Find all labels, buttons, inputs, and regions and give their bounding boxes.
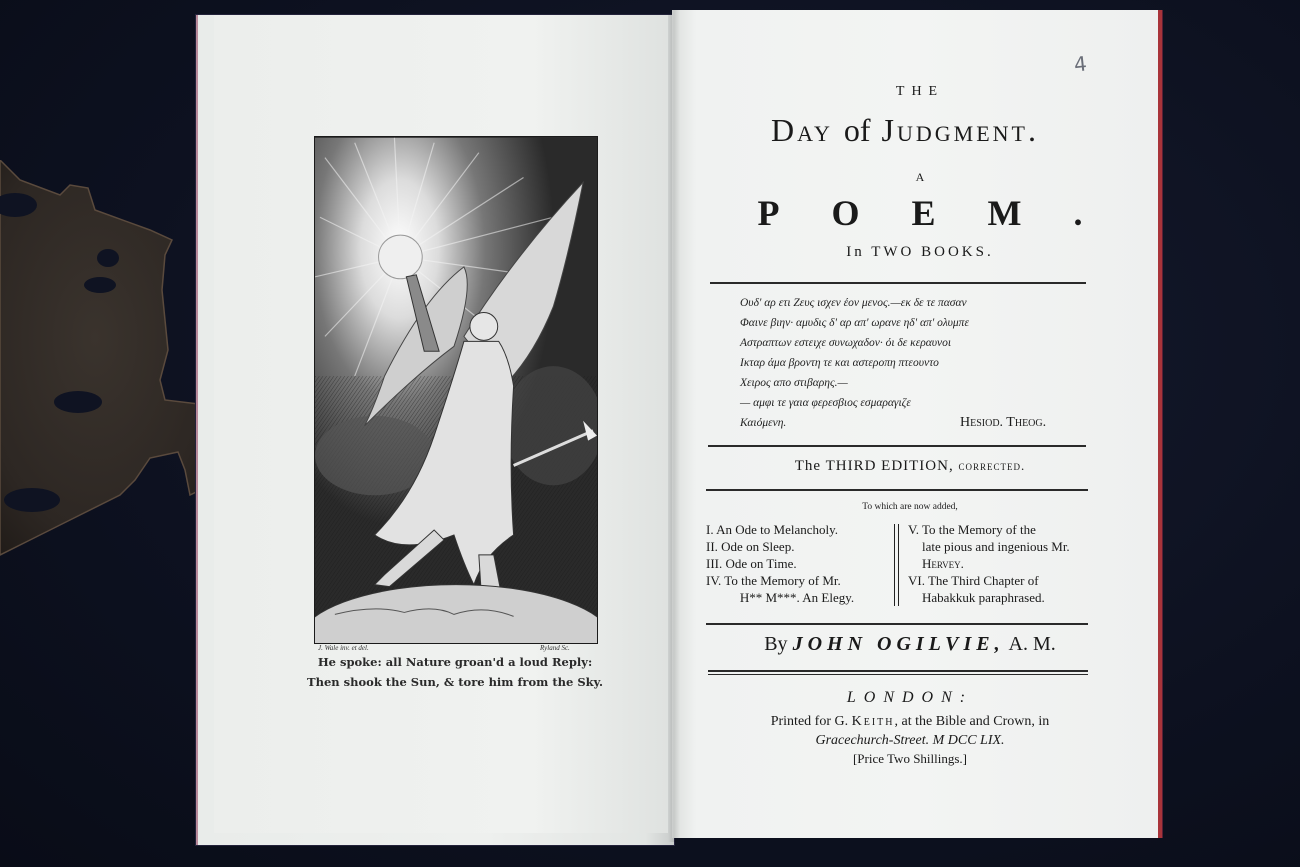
contents-item: III. Ode on Time. [706,556,797,571]
contents-right-column [908,521,1092,606]
rule-above-edition [708,445,1086,447]
epigraph-line-5: Χειρος απο στιβαρης.— [740,377,848,389]
rule-above-epigraph [710,282,1086,284]
book-gutter [668,10,680,842]
contents-item: II. Ode on Sleep. [706,539,795,554]
engraving-caption-line-1: He spoke: all Nature groan'd a loud Reply: [317,655,593,669]
imprint-post: , at the Bible and Crown, in [894,714,1050,729]
title-the: THE [895,84,945,99]
edition-pre: The [794,458,822,474]
epigraph-line-1: Ουδ' αρ ετι Ζευς ισχεν έον μενος.—εκ δε τε πασαν [740,297,967,309]
contents-item: I. An Ode to Melancholy. [706,522,839,537]
price: [Price Two Shillings.] [852,751,968,766]
title-a: A [915,170,925,184]
engraving-credit-artist: J. Wale inv. et del. [318,644,369,652]
engraving-caption-line-2: Then shook the Sun, & tore him from the Sky. [307,675,603,689]
rule-below-edition [706,489,1088,491]
epigraph-line-3: Αστραπτων εστειχε συνωχαδον· όι δε κεραυνοι [740,337,952,349]
engraving-credit-engraver: Ryland Sc. [540,644,570,652]
contents-item: V. To the Memory of the [908,522,1036,537]
imprint-printer [700,712,1120,750]
imprint-line-2: Gracechurch-Street. M DCC LIX. [815,733,1005,748]
imprint-line-1 [700,712,1120,731]
title-part-2: Judgment. [881,112,1039,148]
author-name: JOHN OGILVIE, [792,633,1005,655]
author-degree: A. M. [1008,633,1056,655]
contents-item: IV. To the Memory of Mr. [706,573,841,588]
imprint-bookseller: Keith [851,714,895,729]
contents-left-column [706,521,888,606]
epigraph-line-6: — αμφι τε γαια φερεσβιος εσμαραγιζε [740,397,911,409]
title-part-1: Day [771,112,833,148]
epigraph-source: Hesiod. Theog. [960,415,1047,430]
epigraph-line-2: Φαινε βιην· αμυδις δ' αρ απ' ωρανε ηδ' απ' ολυμπε [740,317,969,329]
contents-item: H** M***. An Elegy. [739,590,855,605]
epigraph-line-4: Ικταρ άμα βροντη τε και αστεροπη πτεουντο [740,357,939,369]
column-divider [894,524,899,606]
rule-above-author [706,623,1088,625]
contents-item: late pious and ingenious Mr. [922,539,1070,554]
author-by: By [764,633,788,655]
edition-post: corrected. [958,458,1026,473]
title-of: of [843,112,871,148]
epigraph-line-7: Καιόμενη. [740,417,787,429]
contents-item: Hervey. [922,556,964,571]
title-poem: POEM. [757,193,1135,233]
imprint-pre: Printed for G. [770,714,849,729]
title-books: In TWO BOOKS. [846,244,994,260]
edition-statement [700,458,1120,475]
rule-below-author [708,670,1088,675]
pencil-page-mark: 4 [1072,51,1088,77]
added-heading: To which are now added, [862,502,958,512]
book-title [690,112,1120,149]
edition-main: THIRD EDITION, [825,458,954,474]
contents-item: VI. The Third Chapter of [908,573,1039,588]
imprint-city: LONDON: [846,689,974,706]
author-line [700,633,1120,656]
contents-item: Habakkuk paraphrased. [922,590,1045,605]
frontispiece-engraving [314,136,598,644]
